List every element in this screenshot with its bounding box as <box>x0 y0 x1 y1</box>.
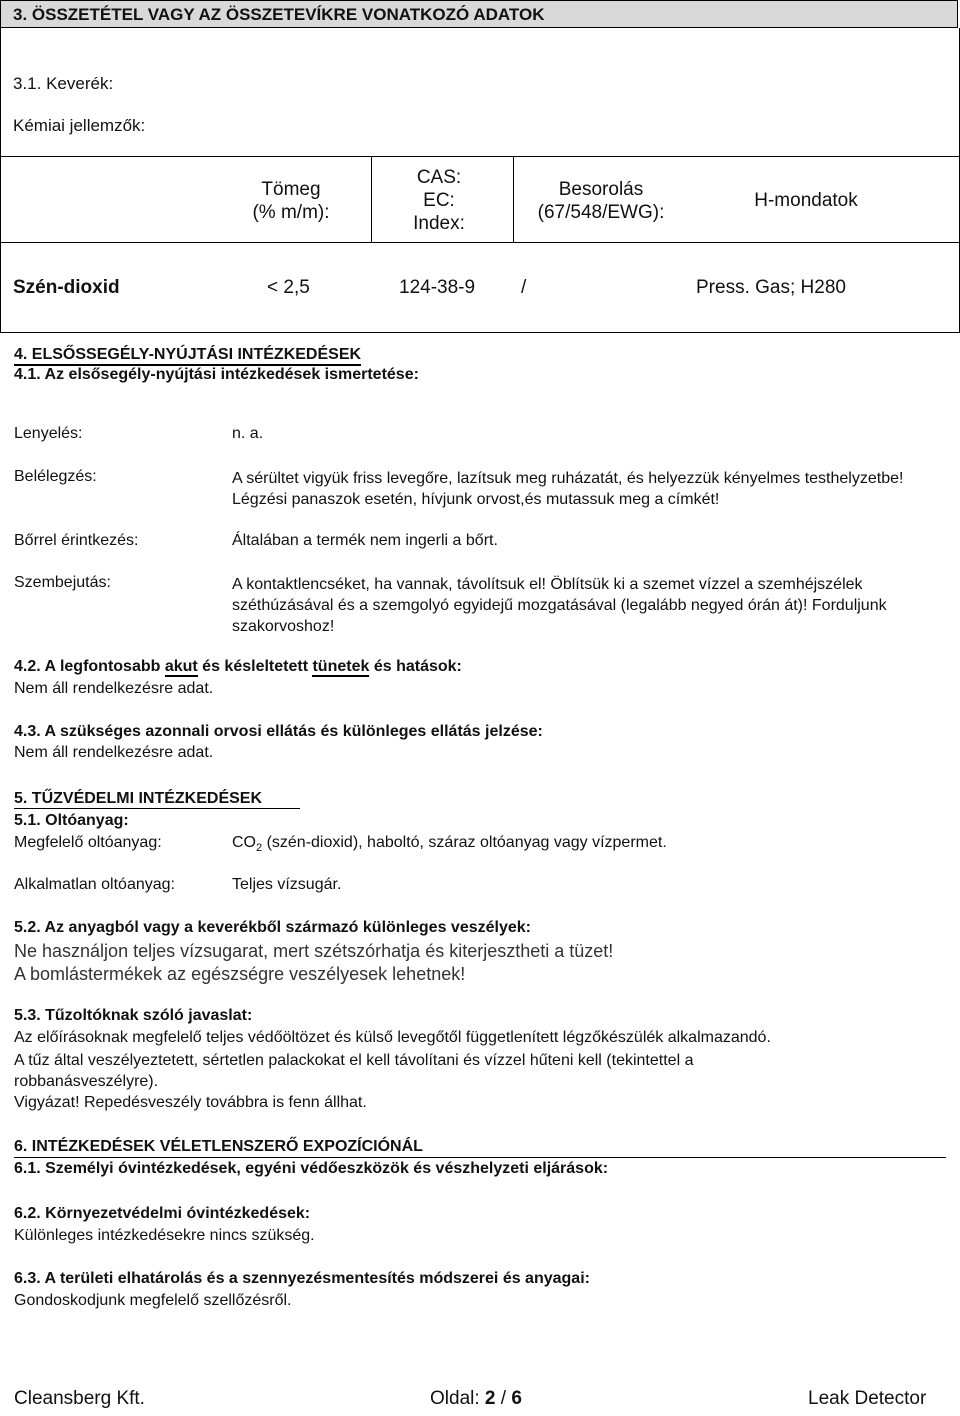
label-skin: Bőrrel érintkezés: <box>14 532 139 549</box>
section5-1: 5.1. Oltóanyag: <box>14 812 129 829</box>
footer-page: Oldal: 2 / 6 <box>430 1388 522 1409</box>
section3-title: 3. ÖSSZETÉTEL VAGY AZ ÖSSZETEVÍKRE VONATKOZÓ ADATOK <box>13 5 545 24</box>
text-skin: Általában a termék nem ingerli a bőrt. <box>232 532 498 549</box>
text-inhalation: A sérültet vigyük friss levegőre, lazítsuk meg ruházatát, és helyezzük kényelmes testhelyzetbe! Légzési panaszok esetén, hívjunk orvost,és mutassuk meg a címkét! <box>232 470 904 508</box>
text-4-2: Nem áll rendelkezésre adat. <box>14 680 214 697</box>
chem-label: Kémiai jellemzők: <box>13 116 146 135</box>
text-ingestion: n. a. <box>232 425 264 442</box>
col-mass: Tömeg (% m/m): <box>252 179 330 223</box>
col-h: H-mondatok <box>754 190 858 211</box>
text-4-3: Nem áll rendelkezésre adat. <box>14 744 214 761</box>
section5-2: 5.2. Az anyagból vagy a keverékből származó különleges veszélyek: <box>14 919 531 936</box>
section3-header <box>0 0 958 28</box>
section5-title: 5. TŰZVÉDELMI INTÉZKEDÉSEK <box>14 790 263 807</box>
label-unsuitable: Alkalmatlan oltóanyag: <box>14 876 175 893</box>
text-6-2: Különleges intézkedésekre nincs szükség. <box>14 1227 315 1244</box>
section4-1: 4.1. Az elsősegély-nyújtási intézkedések ismertetése: <box>14 366 419 383</box>
section6-title: 6. INTÉZKEDÉSEK VÉLETLENSZERŐ EXPOZÍCIÓNÁL <box>14 1138 423 1155</box>
section3-1-label: 3.1. Keverék: <box>13 74 114 93</box>
section3-box <box>0 28 960 333</box>
label-suitable: Megfelelő oltóanyag: <box>14 834 162 851</box>
text-suitable: $CO_2$ (szén-dioxid), haboltó, száraz oltóanyag vagy vízpermet. <box>232 834 667 855</box>
text-5-3a: Az előírásoknak megfelelő teljes védőöltözet és külső levegőtől függetlenített légzőkészülék alkalmazandó. <box>14 1029 771 1046</box>
footer-product: Leak Detector <box>808 1388 927 1409</box>
text-5-2a: Ne használjon teljes vízsugarat, mert szétszórhatja és kiterjesztheti a tüzet! <box>14 941 614 961</box>
row-name: Szén-dioxid <box>13 277 120 298</box>
text-5-3b: A tűz által veszélyeztetett, sértetlen palackokat el kell távolítani és vízzel hűteni kell (tekintettel a robbanásveszélyre). <box>14 1052 694 1090</box>
label-inhalation: Belélegzés: <box>14 468 97 485</box>
footer-company: Cleansberg Kft. <box>14 1388 145 1409</box>
section6-3: 6.3. A területi elhatárolás és a szennyezésmentesítés módszerei és anyagai: <box>14 1270 590 1287</box>
section6-1: 6.1. Személyi óvintézkedések, egyéni védőeszközök és vészhelyzeti eljárások: <box>14 1160 609 1177</box>
section5-3: 5.3. Tűzoltóknak szóló javaslat: <box>14 1007 253 1024</box>
section4-3: 4.3. A szükséges azonnali orvosi ellátás és különleges ellátás jelzése: <box>14 723 543 740</box>
label-eye: Szembejutás: <box>14 574 111 591</box>
section4-title: 4. ELSŐSSEGÉLY-NYÚJTÁSI INTÉZKEDÉSEK <box>14 346 361 366</box>
text-5-3c: Vigyázat! Repedésveszély továbbra is fenn állhat. <box>14 1094 367 1111</box>
col-cas: CAS: EC: Index: <box>413 167 465 234</box>
row-mass: < 2,5 <box>267 277 310 298</box>
section4-2: 4.2. A legfontosabb akut és késleltetett tünetek és hatások: <box>14 658 462 675</box>
text-5-2b: A bomlástermékek az egészségre veszélyesek lehetnek! <box>14 964 466 984</box>
label-ingestion: Lenyelés: <box>14 425 83 442</box>
row-class: / <box>521 277 527 298</box>
row-h: Press. Gas; H280 <box>696 277 846 298</box>
text-unsuitable: Teljes vízsugár. <box>232 876 342 893</box>
col-class: Besorolás (67/548/EWG): <box>537 179 665 223</box>
section6-2: 6.2. Környezetvédelmi óvintézkedések: <box>14 1205 311 1222</box>
row-cas: 124-38-9 <box>399 277 476 298</box>
text-eye: A kontaktlencséket, ha vannak, távolítsuk el! Öblítsük ki a szemet vízzel a szemhéjszélek széthúzásával és a szemgolyó egyidejű mozgatásával (legalább negyed órán át)! Forduljunk szakorvoshoz! <box>232 576 887 635</box>
text-6-3: Gondoskodjunk megfelelő szellőzésről. <box>14 1292 292 1309</box>
